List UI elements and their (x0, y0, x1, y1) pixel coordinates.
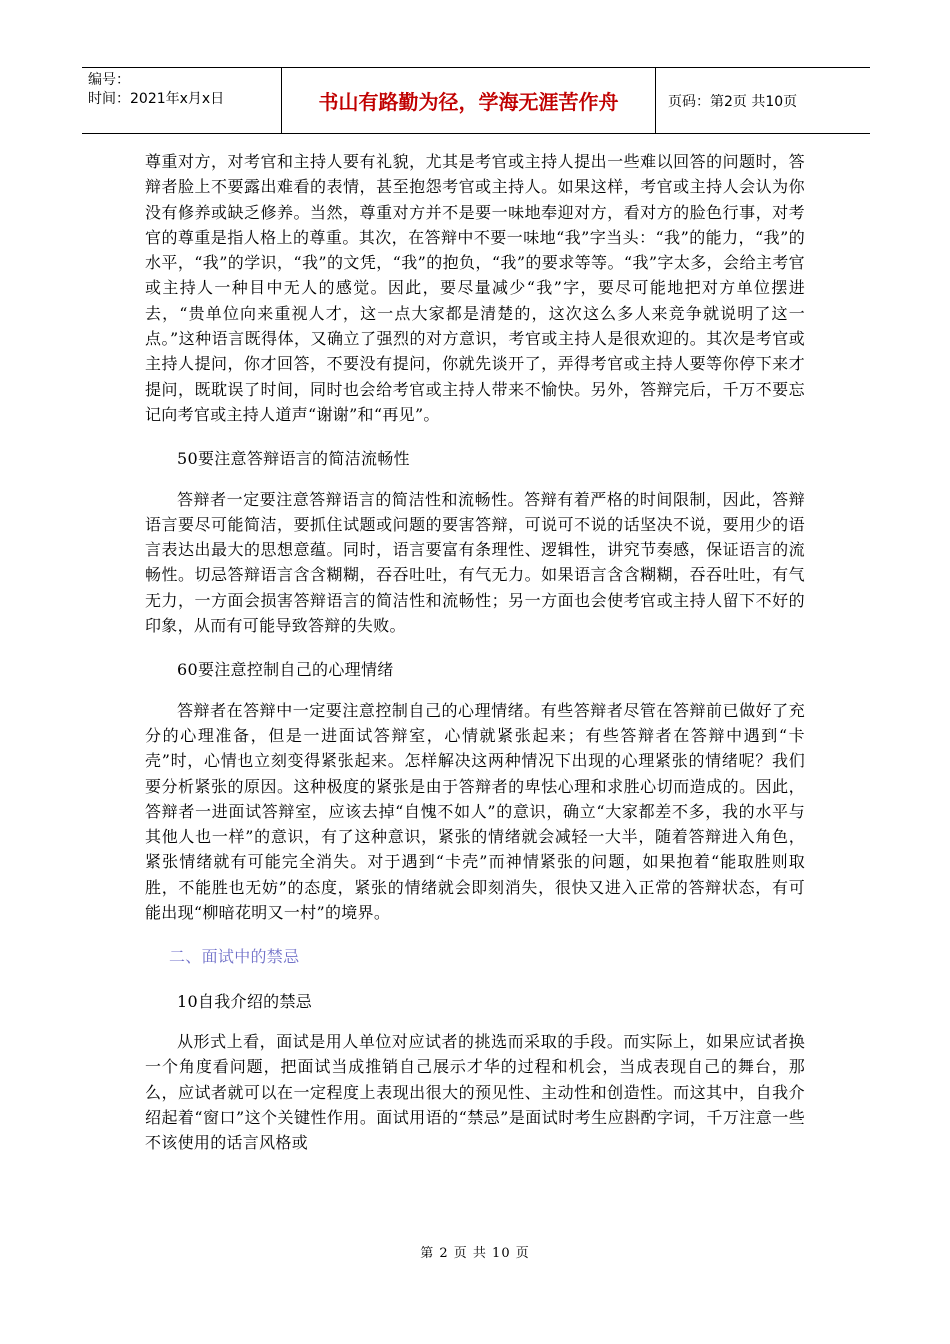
page-header (82, 67, 870, 134)
paragraph-control-emotion: 答辩者在答辩中一定要注意控制自己的心理情绪。有些答辩者尽管在答辩前已做好了充分的心理准备，但是一进面试答辩室，心情就紧张起来；有些答辩者在答辩中遇到“卡壳”时，心情也立刻变得紧张起来。怎样解决这两种情况下出现的心理紧张的情绪呢？我们要分析紧张的原因。这种极度的紧张是由于答辩者的卑怯心理和求胜心切而造成的。因此，答辩者一进面试答辩室，应该去掉“自愧不如人”的意识，确立“大家都差不多，我的水平与其他人也一样”的意识，有了这种意识，紧张的情绪就会减轻一大半，随着答辩进入角色，紧张情绪就有可能完全消失。对于遇到“卡壳”而神情紧张的问题，如果抱着“能取胜则取胜，不能胜也无妨”的态度，紧张的情绪就会即刻消失，很快又进入正常的答辩状态，有可能出现“柳暗花明又一村”的境界。 (145, 700, 805, 923)
section-heading-taboos: 二、面试中的禁忌 (169, 947, 300, 967)
heading-concise-language: 50要注意答辩语言的简洁流畅性 (177, 449, 410, 469)
header-page-info: 页码：第2页 共10页 (668, 93, 798, 110)
number-label: 编号： (88, 72, 130, 88)
paragraph-concise-language: 答辩者一定要注意答辩语言的简洁性和流畅性。答辩有着严格的时间限制，因此，答辩语言要尽可能简洁，要抓住试题或问题的要害答辩，可说可不说的话坚决不说，要用少的语言表达出最大的思想意蕴。同时，语言要富有条理性、逻辑性，讲究节奏感，保证语言的流畅性。切忌答辩语言含含糊糊，吞吞吐吐，有气无力。如果语言含含糊糊，吞吞吐吐，有气无力，一方面会损害答辩语言的简洁性和流畅性；另一方面也会使考官或主持人留下不好的印象，从而有可能导致答辩的失败。 (145, 489, 805, 636)
time-label: 时间：2021年x月x日 (88, 91, 225, 107)
heading-control-emotion: 60要注意控制自己的心理情绪 (177, 660, 394, 680)
header-meta (82, 68, 282, 133)
document-body (145, 149, 805, 1155)
paragraph-respect: 尊重对方，对考官和主持人要有礼貌，尤其是考官或主持人提出一些难以回答的问题时，答辩者脸上不要露出难看的表情，甚至抱怨考官或主持人。如果这样，考官或主持人会认为你没有修养或缺乏修养。当然，尊重对方并不是要一味地奉迎对方，看对方的脸色行事，对考官的尊重是指人格上的尊重。其次，在答辩中不要一味地“我”字当头：“我”的能力，“我”的水平，“我”的学识，“我”的文凭，“我”的抱负，“我”的要求等等。“我”字太多，会给主考官或主持人一种目中无人的感觉。因此，要尽量减少“我”字，要尽可能地把对方单位摆进去，“贵单位向来重视人才，这一点大家都是清楚的，这次这么多人来竞争就说明了这一点。”这种语言既得体，又确立了强烈的对方意识，考官或主持人是很欢迎的。其次是考官或主持人提问，你才回答，不要没有提问，你就先谈开了，弄得考官或主持人要等你停下来才提问，既耽误了时间，同时也会给考官或主持人带来不愉快。另外，答辩完后，千万不要忘记向考官或主持人道声“谢谢”和“再见”。 (145, 152, 805, 424)
header-motto: 书山有路勤为径，学海无涯苦作舟 (282, 68, 656, 133)
heading-self-intro-taboos: 10自我介绍的禁忌 (177, 991, 313, 1011)
page-footer: 第 2 页 共 10 页 (420, 1246, 530, 1261)
paragraph-self-intro: 从形式上看，面试是用人单位对应试者的挑选而采取的手段。而实际上，如果应试者换一个角度看问题，把面试当成推销自己展示才华的过程和机会，当成表现自己的舞台，那么，应试者就可以在一定程度上表现出很大的预见性、主动性和创造性。而这其中，自我介绍起着“窗口”这个关键性作用。面试用语的“禁忌”是面试时考生应斟酌字词，千万注意一些不该使用的话言风格或 (145, 1031, 805, 1153)
